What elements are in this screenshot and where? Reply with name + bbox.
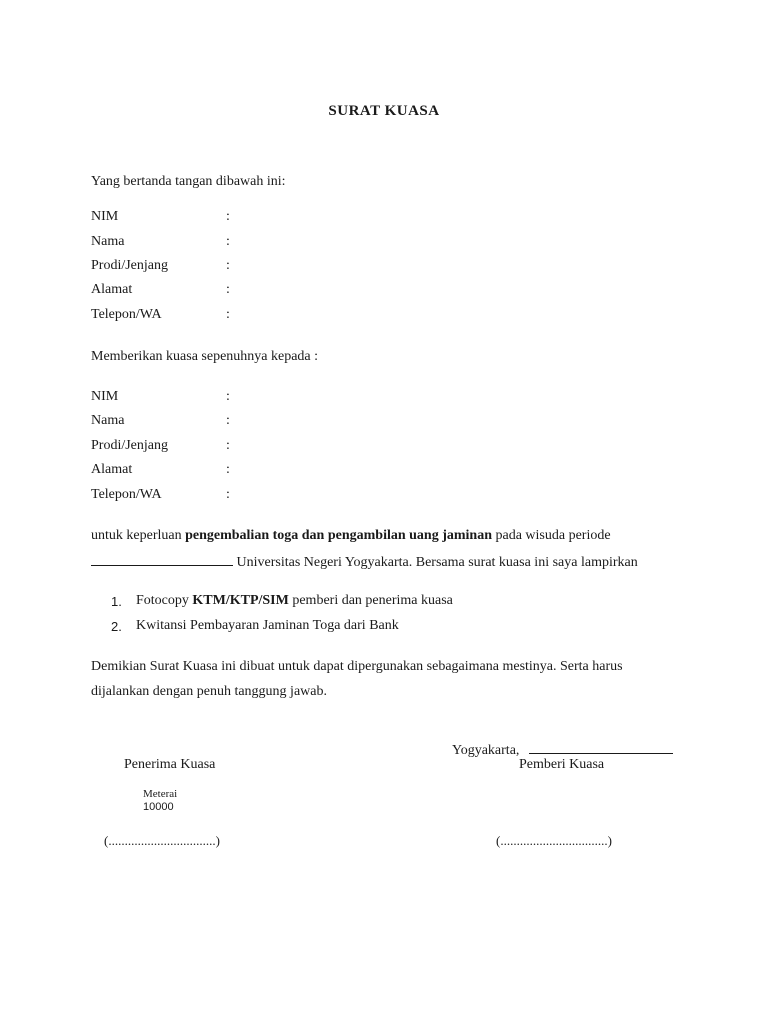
materai-value: 10000: [143, 801, 174, 813]
purpose-prefix: untuk keperluan: [91, 528, 186, 543]
closing-line-1: Demikian Surat Kuasa ini dibuat untuk dapat dipergunakan sebagaimana mestinya. Serta harus: [91, 659, 623, 674]
materai-label: Meterai: [143, 788, 178, 800]
grantor-phone-colon: :: [226, 307, 230, 322]
grantee-nim-colon: :: [226, 389, 230, 404]
giver-label: Pemberi Kuasa: [519, 757, 605, 772]
grantor-prodi-label: Prodi/Jenjang: [91, 258, 168, 273]
purpose-suffix: pada wisuda periode: [492, 528, 611, 543]
receiver-name-placeholder: (.................................): [104, 833, 220, 848]
grant-statement: Memberikan kuasa sepenuhnya kepada :: [91, 349, 319, 364]
document-title: SURAT KUASA: [328, 103, 440, 119]
grantor-prodi-colon: :: [226, 258, 230, 273]
purpose-line-1: [91, 528, 611, 544]
purpose-line-2: [91, 553, 638, 571]
intro-text: Yang bertanda tangan dibawah ini:: [91, 174, 286, 189]
grantor-address-label: Alamat: [91, 282, 133, 297]
attachment-1-bold: KTM/KTP/SIM: [192, 593, 289, 608]
grantor-name-label: Nama: [91, 234, 125, 249]
grantor-nim-label: NIM: [91, 209, 119, 224]
attachment-1-prefix: Fotocopy: [136, 593, 193, 608]
attachment-1-text: [136, 593, 453, 609]
grantor-address-colon: :: [226, 282, 230, 297]
giver-name-placeholder: (.................................): [496, 833, 612, 848]
purpose-bold: pengembalian toga dan pengambilan uang jaminan: [185, 528, 492, 543]
grantee-prodi-label: Prodi/Jenjang: [91, 438, 168, 453]
attachment-2-text: Kwitansi Pembayaran Jaminan Toga dari Bank: [136, 618, 399, 633]
grantee-nim-label: NIM: [91, 389, 119, 404]
grantee-name-label: Nama: [91, 413, 125, 428]
grantee-prodi-colon: :: [226, 438, 230, 453]
grantee-phone-label: Telepon/WA: [91, 487, 162, 502]
grantor-name-colon: :: [226, 234, 230, 249]
closing-line-2: dijalankan dengan penuh tanggung jawab.: [91, 684, 327, 699]
attachment-1-suffix: pemberi dan penerima kuasa: [288, 593, 453, 608]
period-blank: [91, 553, 233, 566]
place-label: Yogyakarta,: [452, 743, 520, 758]
grantor-nim-colon: :: [226, 209, 230, 224]
grantee-name-colon: :: [226, 413, 230, 428]
grantee-address-label: Alamat: [91, 462, 133, 477]
materai-stamp: [143, 788, 177, 814]
grantee-phone-colon: :: [226, 487, 230, 502]
purpose-line-2-text: Universitas Negeri Yogyakarta. Bersama surat kuasa ini saya lampirkan: [233, 555, 638, 570]
grantor-phone-label: Telepon/WA: [91, 307, 162, 322]
attachment-1-num: 1.: [111, 594, 122, 609]
attachment-2-num: 2.: [111, 619, 122, 634]
grantee-address-colon: :: [226, 462, 230, 477]
date-blank: [529, 741, 673, 754]
receiver-label: Penerima Kuasa: [124, 757, 216, 772]
